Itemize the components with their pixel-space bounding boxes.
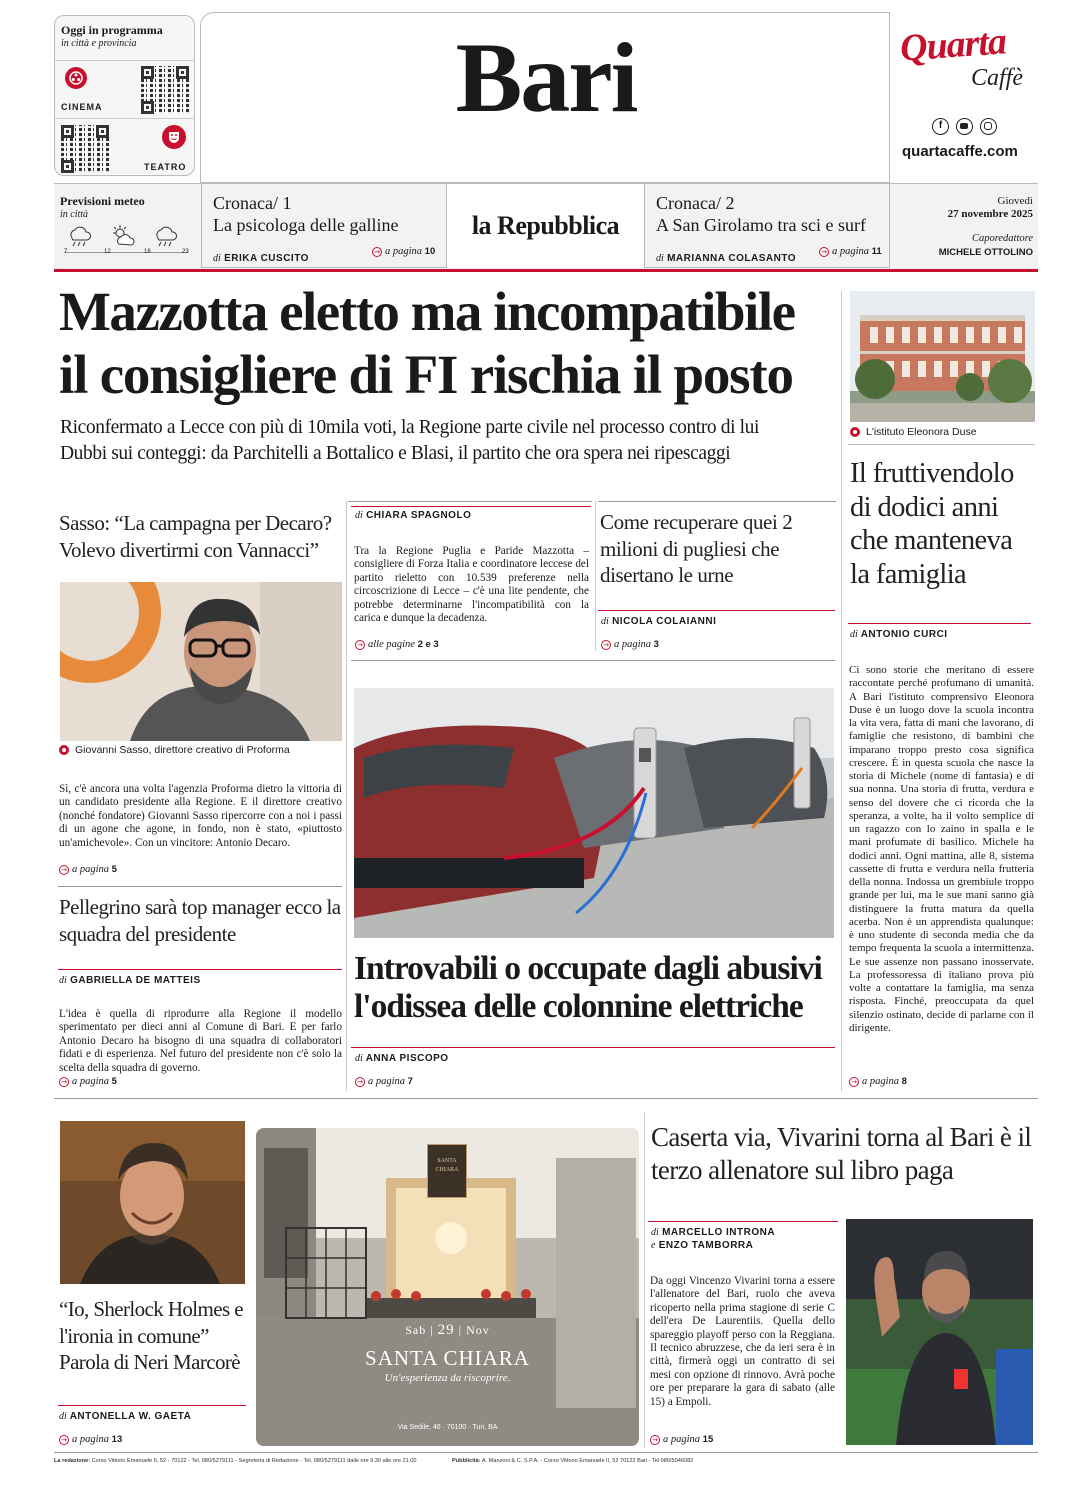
cronaca2-author: MARIANNA COLASANTO <box>667 253 797 264</box>
instagram-icon[interactable] <box>980 118 997 135</box>
marcore-byline: di ANTONELLA W. GAETA <box>59 1411 192 1422</box>
sun-cloud-icon <box>109 224 139 253</box>
theater-mask-icon <box>162 125 186 149</box>
ad-title: SANTA CHIARA <box>365 1346 530 1370</box>
charging-stations-photo <box>354 688 834 938</box>
caption-marker-icon <box>59 745 69 755</box>
fruttivendolo-body: Ci sono storie che meritano di essere raccontate perché profumano di umanità. A Bari l'istituto comprensivo Eleonora Duse è un luogo dove la scuola incontra la vita vera, fatta di mani che lavorano, di famiglie che resistono, di bambini che imparano troppo presto cosa significa crescere. È in questa scuola che nasce la storia di Michele (nome di fantasia) e di sua nonna. Una storia di frutta, verdura e senso del dovere che ci ricorda che la speranza, a volte, ha il volto semplice di un ragazzo con lo zaino in spalla e le mani profumate di basilico. Michele ha dodici anni. Ogni mattina, alle 8, sistema cassette di frutta e verdura nella frutteria della nonna. Indossa un grembiule troppo grande per lui, ma le sue mani sanno già distinguere la frutta matura da quella acerba. Non è un apprendista qualunque: è uno studente di seconda media che da tempo frequenta la scuola a intermittenza. Le sue assenze non passano inosservate. La professoressa di italiano prova più volte a contattare la famiglia, ma senza risposta. Finché, preoccupata da quel silenzio ostinato, decide di parlarne con il dirigente. <box>849 664 1034 1034</box>
vivarini-pageref[interactable]: → a pagina 15 <box>650 1434 713 1445</box>
recuperare-pageref[interactable]: → a pagina 3 <box>601 639 659 650</box>
cronaca1-kicker: Cronaca/ 1 <box>213 193 292 213</box>
meteo-subtitle: in città <box>60 209 89 220</box>
cronaca2-title: A San Girolamo tra sci e surf <box>656 215 866 235</box>
teatro-label: TEATRO <box>144 162 187 172</box>
rain-cloud-icon-2 <box>152 226 180 253</box>
colonnine-headline-line-1: Introvabili o occupate dagli abusivi <box>354 950 822 987</box>
vivarini-headline: Caserta via, Vivarini torna al Bari è il terzo allenatore sul libro paga <box>651 1122 1032 1185</box>
vivarini-byline-2: e ENZO TAMBORRA <box>651 1240 754 1251</box>
vivarini-byline-1: di MARCELLO INTRONA <box>651 1227 776 1238</box>
caporedattore-label: Caporedattore <box>971 233 1033 244</box>
cronaca2-kicker: Cronaca/ 2 <box>656 193 735 213</box>
meteo-temp-4: 23 <box>182 249 189 255</box>
recuperare-byline: di NICOLA COLAIANNI <box>601 616 717 627</box>
masthead-logo: la Repubblica <box>471 211 620 240</box>
lead-headline-line-1: Mazzotta eletto ma incompatibile <box>59 281 795 342</box>
city-title-box <box>200 12 890 183</box>
ad-address: Via Sedile, 46 · 70100 · Turi, BA <box>397 1424 498 1431</box>
fruttivendolo-headline: Il fruttivendolo di dodici anni che manteneva la famiglia <box>850 458 1014 590</box>
santa-chiara-sign: SANTA CHIARA <box>427 1144 467 1198</box>
cronaca1-title: La psicologa delle galline <box>213 215 399 235</box>
date-weekday: Giovedì <box>997 195 1033 207</box>
meteo-title: Previsioni meteo <box>60 194 145 208</box>
sasso-body: Sì, c'è ancora una volta l'agenzia Proforma dietro la vittoria di un candidato presidente alla Regione. E il direttore creativo (nonché fondatore) Giovanni Sasso ripercorre con a noi i passi di un agone che agone, in fondo, non è stato, «piuttosto un'amichevole». Con un vincitore: Antonio Decaro. <box>59 783 342 849</box>
programma-title: Oggi in programma <box>61 23 163 37</box>
sasso-caption: Giovanni Sasso, direttore creativo di Proforma <box>59 744 290 756</box>
rain-cloud-icon <box>66 226 94 253</box>
sponsor-brand-sub: Caffè <box>971 65 1023 91</box>
pellegrino-headline: Pellegrino sarà top manager ecco la squadra del presidente <box>59 895 341 946</box>
facebook-icon[interactable]: f <box>932 118 949 135</box>
fruttivendolo-pageref[interactable]: → a pagina 8 <box>849 1076 907 1087</box>
cronaca1-box[interactable] <box>201 184 447 268</box>
cronaca2-box[interactable] <box>644 184 890 268</box>
pellegrino-pageref[interactable]: → a pagina 5 <box>59 1076 117 1087</box>
programma-subtitle: in città e provincia <box>61 38 137 49</box>
cronaca2-pageref[interactable]: → a pagina 11 <box>819 246 882 257</box>
meteo-axis <box>64 252 188 253</box>
teatro-qr-code[interactable] <box>61 125 109 173</box>
santa-chiara-ad[interactable] <box>256 1128 639 1446</box>
youtube-icon[interactable] <box>956 118 973 135</box>
sponsor-block <box>893 15 1038 175</box>
cronaca2-by: di <box>656 253 664 264</box>
cronaca1-author: ERIKA CUSCITO <box>224 253 309 264</box>
meteo-temp-1: 7 <box>64 249 68 255</box>
school-photo <box>850 291 1035 422</box>
fruttivendolo-byline: di ANTONIO CURCI <box>850 629 948 640</box>
colonnine-headline-line-2: l'odissea delle colonnine elettriche <box>354 988 803 1025</box>
caporedattore-name: MICHELE OTTOLINO <box>938 247 1033 258</box>
vivarini-body: Da oggi Vincenzo Vivarini torna a essere l'allenatore del Bari, ruolo che aveva ricoperto nella prima stagione di serie C dell'era De Laurentiis. Quella dello spareggio playoff perso con la Reggiana. Il tecnico abruzzese, che da ieri sera è in città, firmerà oggi un contratto di sei mesi con opzione di rinnovo. Avrà poche ore per preparare la gara di sabato (alle 15) a Empoli. <box>650 1275 835 1408</box>
cinema-qr-code[interactable] <box>141 66 189 114</box>
lead-subhead-2: Dubbi sui conteggi: da Parchitelli a Bottalico e Blasi, il partito che ora spera nei ripescaggi <box>60 443 731 464</box>
sponsor-brand: Quarta <box>898 20 1008 70</box>
colonnine-pageref[interactable]: → a pagina 7 <box>355 1076 413 1087</box>
pellegrino-byline: di GABRIELLA DE MATTEIS <box>59 975 201 986</box>
colonnine-byline: di ANNA PISCOPO <box>355 1053 449 1064</box>
cronaca1-pageref[interactable]: → a pagina 10 <box>372 246 435 257</box>
lead-subhead-1: Riconfermato a Lecce con più di 10mila voti, la Regione parte civile nel processo contro di lui <box>60 417 759 438</box>
ad-date: Sab | 29 | Nov <box>405 1322 490 1338</box>
film-reel-icon <box>65 67 87 89</box>
masthead-box <box>447 184 644 268</box>
cinema-label: CINEMA <box>61 102 103 112</box>
city-title: Bari <box>455 22 637 133</box>
vivarini-photo <box>846 1219 1033 1445</box>
sasso-headline: Sasso: “La campagna per Decaro? Volevo divertirmi con Vannacci” <box>59 511 332 562</box>
marcore-photo <box>60 1121 245 1284</box>
caption-marker-icon <box>850 427 860 437</box>
pellegrino-body: L'idea è quella di riprodurre alla Regione il modello sperimentato per dieci anni al Comune di Bari. E per farlo Antonio Decaro ha bisogno di una squadra di collaboratori fidati e di esperienza. Nel futuro del presidente non c'è solo la scelta della squadra di governo. <box>59 1008 342 1074</box>
lead-pageref[interactable]: → alle pagine 2 e 3 <box>355 639 439 650</box>
marcore-headline: “Io, Sherlock Holmes e l'ironia in comune” Parola di Neri Marcorè <box>59 1297 243 1374</box>
date-block <box>890 184 1035 268</box>
lead-body: Tra la Regione Puglia e Paride Mazzotta – consigliere di Forza Italia e coordinatore leccese del partito rieletto con 10.539 preferenze nella circoscrizione di Lecce – c'è una lite pendente, che potrebbe determinarne l'incompatibilità con la carica e dunque la decadenza. <box>354 545 589 625</box>
school-photo-caption: L'istituto Eleonora Duse <box>850 426 977 438</box>
lead-headline-line-2: il consigliere di FI rischia il posto <box>59 344 793 405</box>
cronaca1-by: di <box>213 253 221 264</box>
programma-box <box>54 15 195 176</box>
sponsor-site[interactable]: quartacaffe.com <box>902 143 1018 160</box>
footer-redazione: La redazione: Corso Vittorio Emanuele II, 52 - 70122 - Tel. 080/5279111 - Segreteria di Redazione - Tel. 080/5279111 dalle ore 9.30 alle ore 21.00 <box>54 1458 417 1464</box>
date-full: 27 novembre 2025 <box>947 208 1033 220</box>
meteo-temp-2: 12 <box>104 249 111 255</box>
recuperare-headline: Come recuperare quei 2 milioni di pugliesi che disertano le urne <box>600 510 793 587</box>
sasso-pageref[interactable]: → a pagina 5 <box>59 864 117 875</box>
lead-byline: di CHIARA SPAGNOLO <box>355 510 472 521</box>
meteo-temp-3: 18 <box>144 249 151 255</box>
meteo-box <box>54 184 197 268</box>
marcore-pageref[interactable]: → a pagina 13 <box>59 1434 122 1445</box>
sasso-photo <box>60 582 342 741</box>
ad-tagline: Un'esperienza da riscoprire. <box>384 1372 511 1384</box>
footer-pubblicita: Pubblicità: A. Manzoni & C. S.P.A. - Corso Vittorio Emanuele II, 52 70122 Bari - Tel 080/5046082 <box>452 1458 694 1464</box>
